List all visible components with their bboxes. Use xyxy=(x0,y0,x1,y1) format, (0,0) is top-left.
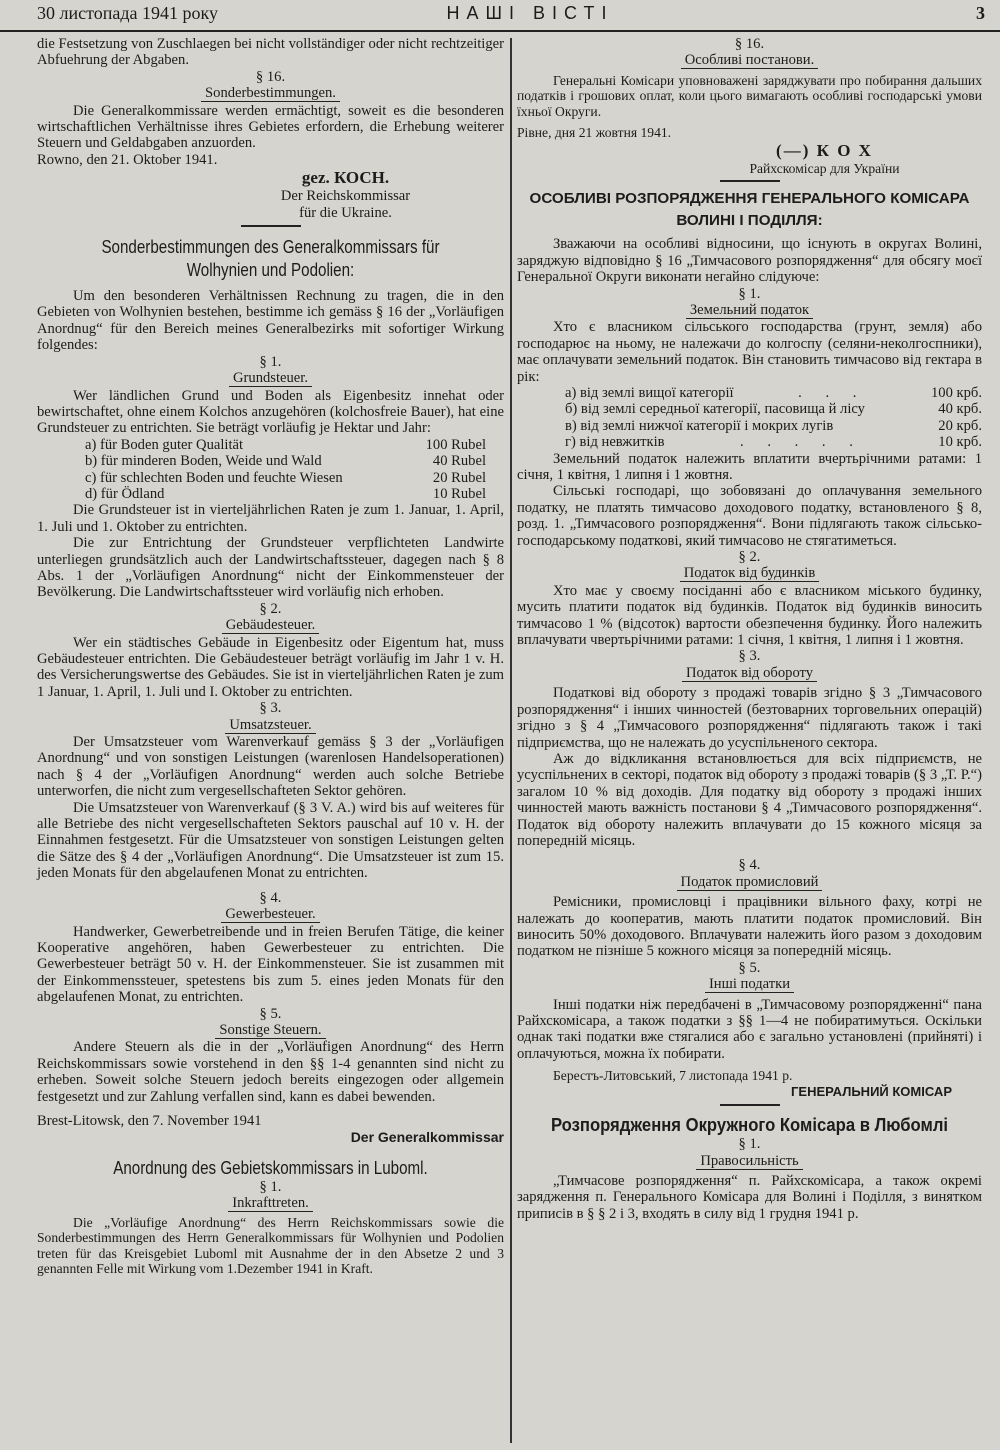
column-divider xyxy=(510,38,512,1443)
section-text: Die Generalkommissare werden ermächtigt, soweit es die besonderen wirtschaftlichen Verhältnisse ihres Gebietes erfordern, die Erhebung weiterer Steuern und Geldabgaben anzuorden. xyxy=(37,102,504,152)
section-text: Die zur Entrichtung der Grundsteuer verpflichteten Landwirte unterliegen grundsätzlich auch der Landwirtschaftssteuer, dagegen nach § 8 Abs. 1 der „Vorläufigen Anordnung“ nicht der Einkommensteuer der Bevölkerung. Die Landwirtschaftssteuer wird vorläufig nich erhoben. xyxy=(37,535,504,601)
section-text: Хто є власником сільського господарства (грунт, земля) або господарює на ньому, не належачи до колгоспу (селяни-неколгоспники), має оплачувати земельний податок. Він становить тимчасово від гектара в рік: xyxy=(517,319,982,385)
preamble-text: Um den besonderen Verhältnissen Rechnung zu tragen, die in den Gebieten von Wolhynien bestehen, bestimme ich gemäss § 16 der „Vorläufigen Anordnug“ für den Bereich meines Generalbezirks mit sofortiger Wirkung folgendes: xyxy=(37,288,504,354)
section-number: § 1. xyxy=(738,1136,761,1153)
preamble-text: Зважаючи на особливі відносини, що існують в округах Волині, заряджую відповідно § 16 „Тимчасового розпорядження“ для обсягу моєї Генеральної Округи виконати негайно слідуюче: xyxy=(517,236,982,286)
order-title: Anordnung des Gebietskommissars in Luboml. xyxy=(113,1156,428,1178)
place-date: Берестъ-Литовський, 7 листопада 1941 р. xyxy=(553,1068,793,1084)
german-column xyxy=(37,36,504,1277)
place-date: Рівне, дня 21 жовтня 1941. xyxy=(517,125,672,141)
section-title: Umsatzsteuer. xyxy=(37,717,504,733)
section-title: Sonstige Steuern. xyxy=(37,1022,504,1038)
section-title: Gewerbesteuer. xyxy=(37,906,504,922)
section-text: „Тимчасове розпорядження“ п. Райхскомісара, а також окремі зарядження п. Генерального Комісара для Волині і Поділля, з винятком приписів в § § 2 і 3, входять в силу від 1 грудня 1941 р. xyxy=(517,1172,982,1222)
section-text: Die „Vorläufige Anordnung“ des Herrn Reichskommissars sowie die Sonderbestimmungen des Herrn Generalkommissars für Wolhynien und Podolien treten für das Kreisgebiet Luboml mit Ausnahme der in den Absetze 2 und 3 genannten Felle mit Wirkung vom 1.Dezember 1941 in Kraft. xyxy=(37,1214,504,1277)
section-text: Податкові від обороту з продажі товарів згідно § 3 „Тимчасового розпорядження“ і інших чинностей (безтоварних торговельних операцій) згідно з § 4 „Тимчасового розпорядження“ підлягають також і такі підприємства, що не належать до усуспільненого сектора. xyxy=(517,685,982,751)
rate-row: в) від землі нижчої категорії і мокрих лугів 20 крб. xyxy=(565,417,982,434)
section-text: Аж до відкликання встановлюється для всіх підприємств, не усуспільнених в секторі, податок від обороту з продажі товарів (§ 3 „Т. Р.“) загалом 10 % від доходів. Для податку від обороту з продажі інших чинностей мають важність постанови § 4 „Тимчасового розпорядження“. Податок від обороту належить вплачувати до 15 кожного місяця за попередній місяць. xyxy=(517,750,982,849)
section-title: Правосильність xyxy=(517,1153,982,1169)
intro-text: die Festsetzung von Zuschlaegen bei nicht vollständiger oder nicht rechtzeitiger Abfuehrung der Abgaben. xyxy=(37,36,504,69)
section-number: § 2. xyxy=(738,549,761,566)
section-title: Gebäudesteuer. xyxy=(37,617,504,633)
section-text: Генеральні Комісари уповноважені заряджувати про побирання дальших податків і грошових оплат, коли цього вимагають особливі господарські умови їхньої Округи. xyxy=(517,72,982,119)
separator-rule xyxy=(720,1104,780,1106)
section-text: Хто має у своєму посіданні або є власником міського будинку, мусить платити податок від будинків. Податок від будинків виносить тимчасово 1 % (відсоток) вартости обезпечення будинку. Його належить вплачувати чвертьрічними ратами: 1 січня, 1 квітня, 1 липня і 1 жовтня. xyxy=(517,582,982,649)
rate-row: а) від землі вищої категорії . . . 100 крб. xyxy=(565,384,982,401)
signature-role: Der Reichskommissar xyxy=(280,188,411,205)
section-title: Податок промисловий xyxy=(517,874,982,890)
section-text: Ремісники, промисловці і працівники вільного фаху, котрі не належать до кооператив, мають платити податок промисловий. Він виносить 50% доходового. Вплачувати належить його разом з доходовим податком не пізніше 5 кожного місяця за попередній місяць. xyxy=(517,894,982,960)
section-number: § 1. xyxy=(259,1178,282,1195)
signature-role: Райхскомісар для України xyxy=(749,160,900,176)
section-title: Inkrafttreten. xyxy=(37,1195,504,1211)
rate-table xyxy=(37,437,504,503)
signature-role: Der Generalkommissar xyxy=(350,1129,504,1146)
section-text: Сільські господарі, що зобовязані до оплачування земельного податку, не платять тимчасово доходового податку, встановленого § 8, розд. 1. „Тимчасового розпорядження“. Вони підлягають також сільсько-господарському податкові, який тимчасово не стягатиметься. xyxy=(517,483,982,549)
section-text: Земельний податок належить вплатити вчертьрічними ратами: 1 січня, 1 квітня, 1 липня і 1 жовтня. xyxy=(517,450,982,483)
section-number: § 1. xyxy=(738,285,761,302)
signature-role: ГЕНЕРАЛЬНИЙ КОМІСАР xyxy=(791,1083,952,1099)
issue-date: 30 листопада 1941 року xyxy=(37,3,218,23)
newspaper-title: НАШІ ВІСТІ xyxy=(446,3,614,23)
signature-name: gez. КОСН. xyxy=(301,168,390,188)
section-number: § 3. xyxy=(738,648,761,665)
order-title: ОСОБЛИВІ РОЗПОРЯДЖЕННЯ ГЕНЕРАЛЬНОГО КОМІСАРА ВОЛИНІ І ПОДІЛЛЯ: xyxy=(529,190,970,230)
section-text: Andere Steuern als die in der „Vorläufigen Anordnung“ des Herrn Reichskommissars sowie vorstehend in den §§ 1-4 genannten sind nicht zu erheben. Soweit solche Steuern jedoch bereits eingezogen oder allgemein festgesetzt und zur Zahlung verfallen sind, kann es dabei bewenden. xyxy=(37,1039,504,1105)
rate-row: c) für schlechten Boden und feuchte Wiesen 20 Rubel xyxy=(85,469,486,486)
signature-name: (—) К О Х xyxy=(776,140,873,160)
section-text: Die Grundsteuer ist in vierteljährlichen Raten je zum 1. Januar, 1. April, 1. Juli und 1. Oktober zu entrichten. xyxy=(37,502,504,535)
section-title: Особливі постанови. xyxy=(517,52,982,68)
order-title: Sonderbestimmungen des Generalkommissars für Wolhynien und Podolien: xyxy=(101,236,440,281)
section-title: Інші податки xyxy=(517,976,982,992)
rate-row: б) від землі середньої категорії, пасовища й лісу 40 крб. xyxy=(565,401,982,418)
section-text: Інші податки ніж передбачені в „Тимчасовому розпорядженні“ пана Райхскомісара, а також податки з §§ 1—4 не побиратимуться. Оскільки однак такі податки вже стягалися або є загально установлені (прийняті) і оплачуються, можна їх побирати. xyxy=(517,996,982,1062)
place-date: Rowno, den 21. Oktober 1941. xyxy=(37,151,218,168)
place-date: Brest-Litowsk, den 7. November 1941 xyxy=(37,1112,262,1129)
section-number: § 4. xyxy=(738,857,761,874)
section-number: § 2. xyxy=(259,600,282,617)
page-number: 3 xyxy=(976,3,985,23)
rate-row: b) für minderen Boden, Weide und Wald 40 Rubel xyxy=(85,453,486,470)
section-title: Grundsteuer. xyxy=(37,370,504,386)
section-text: Wer ein städtisches Gebäude in Eigenbesitz oder Eigentum hat, muss Gebäudesteuer entrichten. Die Gebäudesteuer beträgt vorläufig im Jahr 1 v. H. des Versicherungswertse des Gebäudes. Sie ist in vierteljährlichen Raten je zum 1 Januar, 1. April, 1. Juli und I. Oktober zu entrichten. xyxy=(37,634,504,700)
section-number: § 5. xyxy=(259,1005,282,1022)
section-number: § 16. xyxy=(255,68,286,85)
section-title: Sonderbestimmungen. xyxy=(37,85,504,101)
rate-row: г) від невжитків . . . . . 10 крб. xyxy=(565,434,982,451)
rate-row: a) für Boden guter Qualität 100 Rubel xyxy=(85,436,486,453)
ukrainian-column xyxy=(517,36,982,1222)
section-title: Податок від обороту xyxy=(517,665,982,681)
rate-row: d) für Ödland 10 Rubel xyxy=(85,485,486,502)
separator-rule xyxy=(720,180,780,182)
section-title: Земельний податок xyxy=(517,302,982,318)
order-title: Розпорядження Окружного Комісара в Любомлі xyxy=(550,1114,949,1136)
section-number: § 16. xyxy=(734,36,765,52)
section-text: Wer ländlichen Grund und Boden als Eigenbesitz innehat oder bewirtschaftet, ohne einem Kolchos anzugehören (kolchosfreie Bauer), hat eine Grundsteuer zu entrichten. Sie beträgt vorläufig je Hektar und Jahr: xyxy=(37,387,504,437)
section-title: Податок від будинків xyxy=(517,565,982,581)
section-text: Handwerker, Gewerbetreibende und in freien Berufen Tätige, die keiner Kooperative angehören, haben Gewerbesteuer zu entrichten. Die Gewerbesteuer beträgt 50 v. H. der Einkommensteuer. Sie ist zusammen mit der Einkommenssteuer, spetestens bis zum 5. eines jeden Monats für den abgelaufenen Monat, zu entrichten. xyxy=(37,923,504,1006)
section-text: Die Umsatzsteuer von Warenverkauf (§ 3 V. A.) wird bis auf weiteres für alle Betriebe des nicht vergesellschafteten Sektors pauschal auf 10 v. H. der Einnahmen festgesetzt. Für die Umsatzsteuer von sonstigen Leistungen gelten die Sätze des § 4 der „Vorläufigen Anordnung“. Die Umsatzsteuer ist zum 15. jeden Monats für den abgelaufenen Monat zu entrichten. xyxy=(37,799,504,882)
section-number: § 1. xyxy=(259,353,282,370)
rate-table xyxy=(517,385,982,451)
section-number: § 3. xyxy=(259,700,282,717)
page-header xyxy=(0,0,1000,32)
section-number: § 5. xyxy=(738,959,761,976)
separator-rule xyxy=(241,225,301,227)
signature-role: für die Ukraine. xyxy=(299,204,392,221)
section-text: Der Umsatzsteuer vom Warenverkauf gemäss § 3 der „Vorläufigen Anordnung“ und von sonstigen Leistungen (warenlosen Handelsoperationen) nach § 4 der „Vorläufigen Anordnung“ werden auch solche Betriebe unterworfen, die nicht zum vergesellschafteten Sektor gehören. xyxy=(37,734,504,800)
section-number: § 4. xyxy=(259,889,282,906)
